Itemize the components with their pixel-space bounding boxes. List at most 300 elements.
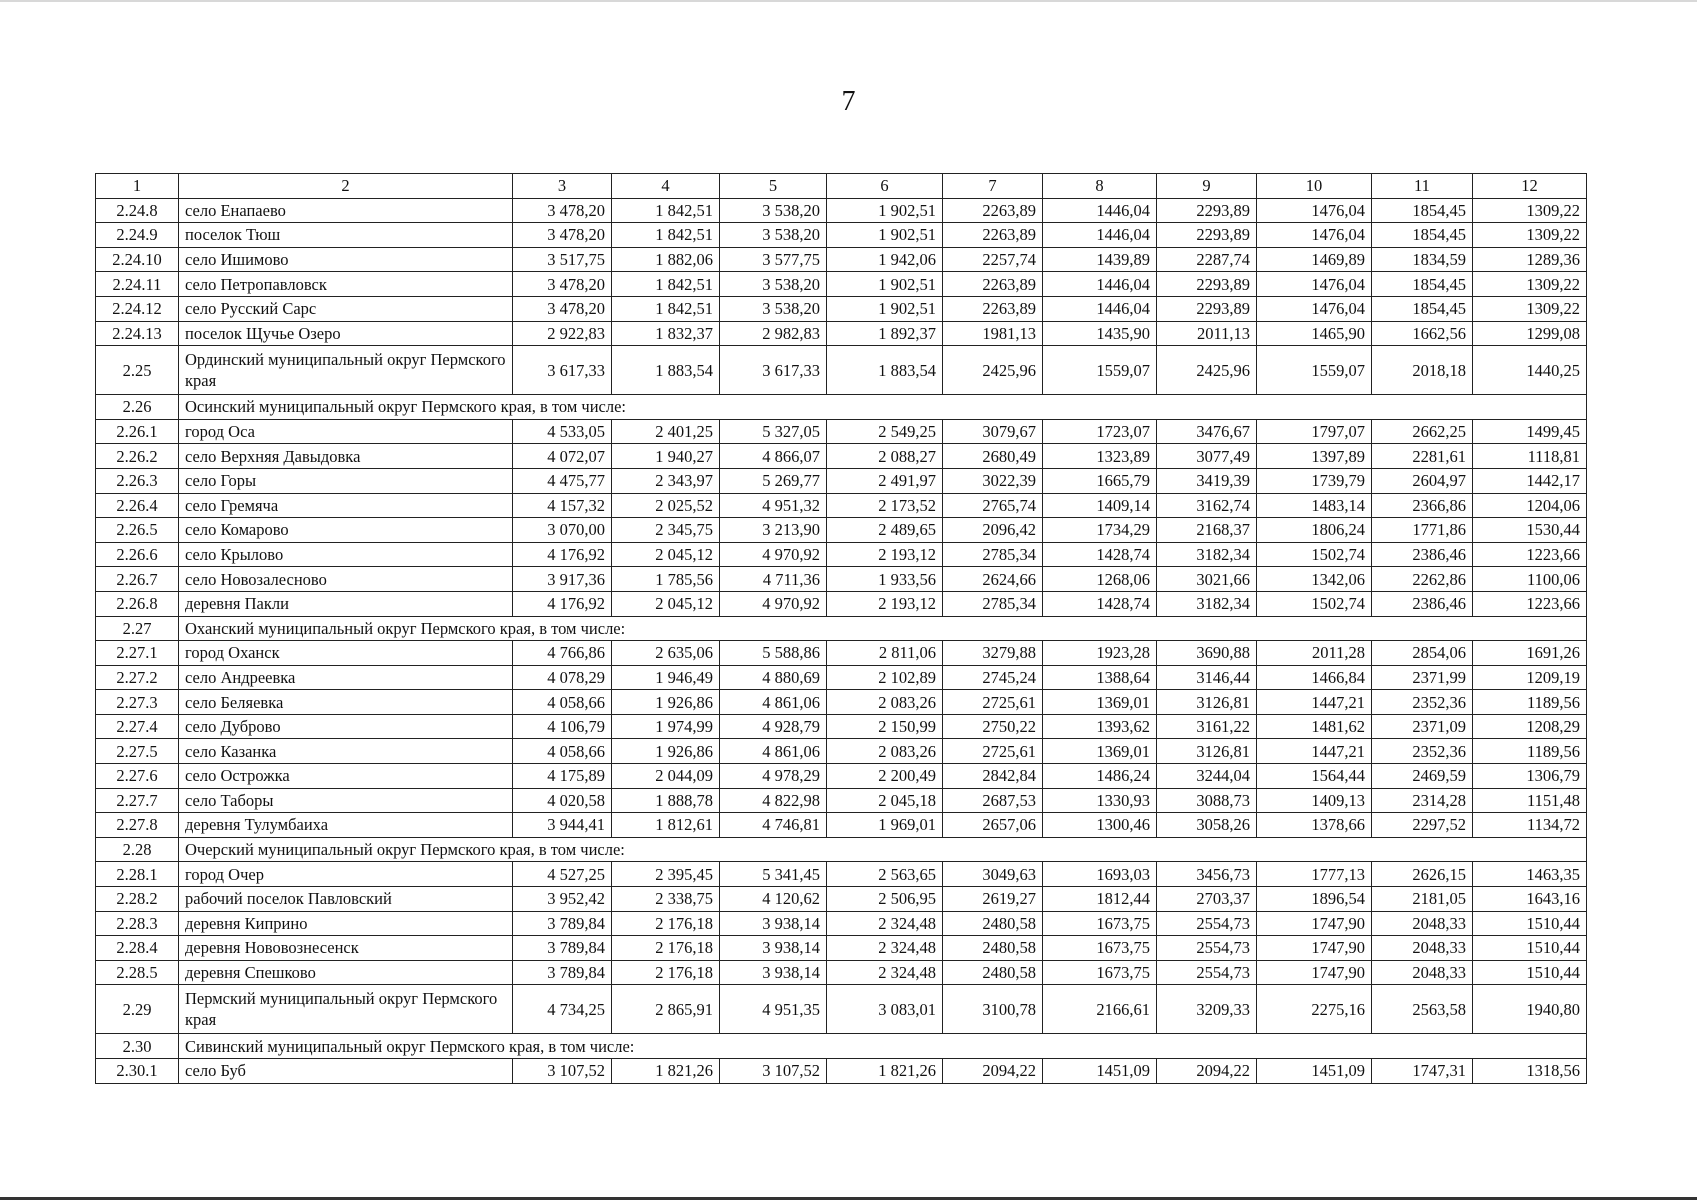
value-col-11: 1854,45 <box>1372 223 1473 248</box>
table-row <box>96 764 1587 789</box>
value-col-6: 2 083,26 <box>827 690 943 715</box>
settlement-name: село Гремяча <box>179 493 513 518</box>
section-title: Сивинский муниципальный округ Пермского края, в том числе: <box>179 1034 1587 1059</box>
row-code: 2.28 <box>96 837 179 862</box>
value-col-6: 2 324,48 <box>827 936 943 961</box>
value-col-8: 1268,06 <box>1043 567 1157 592</box>
value-col-11: 2297,52 <box>1372 813 1473 838</box>
value-col-12: 1442,17 <box>1473 468 1587 493</box>
value-col-6: 2 083,26 <box>827 739 943 764</box>
column-header: 3 <box>513 174 612 199</box>
value-col-5: 5 588,86 <box>720 641 827 666</box>
value-col-11: 2281,61 <box>1372 444 1473 469</box>
table-row <box>96 1059 1587 1084</box>
table-row <box>96 739 1587 764</box>
settlement-name: село Комарово <box>179 518 513 543</box>
value-col-11: 2371,99 <box>1372 665 1473 690</box>
value-col-5: 5 269,77 <box>720 468 827 493</box>
table-body <box>96 174 1587 1084</box>
value-col-3: 3 478,20 <box>513 223 612 248</box>
row-code: 2.26.1 <box>96 419 179 444</box>
value-col-5: 5 327,05 <box>720 419 827 444</box>
value-col-6: 1 821,26 <box>827 1059 943 1084</box>
row-code: 2.27.4 <box>96 714 179 739</box>
settlement-name: село Дуброво <box>179 714 513 739</box>
value-col-5: 4 861,06 <box>720 739 827 764</box>
value-col-7: 2257,74 <box>943 247 1043 272</box>
value-col-7: 2425,96 <box>943 346 1043 395</box>
value-col-8: 1486,24 <box>1043 764 1157 789</box>
value-col-7: 3279,88 <box>943 641 1043 666</box>
value-col-10: 1476,04 <box>1257 296 1372 321</box>
value-col-6: 1 902,51 <box>827 223 943 248</box>
column-header: 8 <box>1043 174 1157 199</box>
value-col-3: 2 922,83 <box>513 321 612 346</box>
value-col-9: 2094,22 <box>1157 1059 1257 1084</box>
value-col-12: 1189,56 <box>1473 739 1587 764</box>
value-col-11: 2262,86 <box>1372 567 1473 592</box>
value-col-10: 1502,74 <box>1257 591 1372 616</box>
value-col-12: 1510,44 <box>1473 911 1587 936</box>
value-col-7: 2745,24 <box>943 665 1043 690</box>
value-col-9: 3146,44 <box>1157 665 1257 690</box>
settlement-name: деревня Пакли <box>179 591 513 616</box>
value-col-6: 1 902,51 <box>827 296 943 321</box>
value-col-6: 1 892,37 <box>827 321 943 346</box>
value-col-3: 3 952,42 <box>513 887 612 912</box>
value-col-3: 3 789,84 <box>513 936 612 961</box>
value-col-12: 1940,80 <box>1473 985 1587 1034</box>
row-code: 2.27.8 <box>96 813 179 838</box>
value-col-3: 3 944,41 <box>513 813 612 838</box>
column-header: 2 <box>179 174 513 199</box>
value-col-4: 2 395,45 <box>612 862 720 887</box>
value-col-10: 1476,04 <box>1257 223 1372 248</box>
value-col-6: 2 489,65 <box>827 518 943 543</box>
value-col-11: 2048,33 <box>1372 960 1473 985</box>
value-col-9: 2287,74 <box>1157 247 1257 272</box>
settlement-name: село Казанка <box>179 739 513 764</box>
value-col-6: 2 811,06 <box>827 641 943 666</box>
section-row <box>96 837 1587 862</box>
value-col-3: 4 020,58 <box>513 788 612 813</box>
value-col-12: 1309,22 <box>1473 272 1587 297</box>
column-header: 9 <box>1157 174 1257 199</box>
value-col-6: 1 969,01 <box>827 813 943 838</box>
value-col-11: 2048,33 <box>1372 936 1473 961</box>
value-col-9: 3126,81 <box>1157 739 1257 764</box>
table-row <box>96 346 1587 395</box>
value-col-9: 3161,22 <box>1157 714 1257 739</box>
row-code: 2.30.1 <box>96 1059 179 1084</box>
tariff-table <box>95 173 1587 1084</box>
table-row <box>96 591 1587 616</box>
value-col-7: 2096,42 <box>943 518 1043 543</box>
value-col-9: 2554,73 <box>1157 960 1257 985</box>
settlement-name: село Горы <box>179 468 513 493</box>
settlement-name: село Енапаево <box>179 198 513 223</box>
value-col-4: 2 044,09 <box>612 764 720 789</box>
value-col-12: 1510,44 <box>1473 960 1587 985</box>
section-title: Оханский муниципальный округ Пермского края, в том числе: <box>179 616 1587 641</box>
value-col-8: 1435,90 <box>1043 321 1157 346</box>
value-col-3: 4 157,32 <box>513 493 612 518</box>
value-col-4: 1 926,86 <box>612 739 720 764</box>
value-col-3: 4 527,25 <box>513 862 612 887</box>
value-col-4: 1 812,61 <box>612 813 720 838</box>
row-code: 2.24.10 <box>96 247 179 272</box>
table-row <box>96 518 1587 543</box>
value-col-11: 2314,28 <box>1372 788 1473 813</box>
value-col-12: 1100,06 <box>1473 567 1587 592</box>
value-col-5: 3 107,52 <box>720 1059 827 1084</box>
value-col-3: 4 176,92 <box>513 542 612 567</box>
value-col-4: 1 842,51 <box>612 296 720 321</box>
value-col-6: 1 933,56 <box>827 567 943 592</box>
settlement-name: деревня Киприно <box>179 911 513 936</box>
value-col-10: 1397,89 <box>1257 444 1372 469</box>
table-row <box>96 567 1587 592</box>
row-code: 2.27.2 <box>96 665 179 690</box>
value-col-5: 3 538,20 <box>720 296 827 321</box>
column-number-row <box>96 174 1587 199</box>
table-row <box>96 272 1587 297</box>
value-col-11: 2181,05 <box>1372 887 1473 912</box>
value-col-3: 4 766,86 <box>513 641 612 666</box>
table-row <box>96 468 1587 493</box>
value-col-3: 3 478,20 <box>513 272 612 297</box>
value-col-10: 1465,90 <box>1257 321 1372 346</box>
value-col-12: 1530,44 <box>1473 518 1587 543</box>
value-col-12: 1309,22 <box>1473 223 1587 248</box>
value-col-12: 1309,22 <box>1473 198 1587 223</box>
value-col-4: 1 842,51 <box>612 272 720 297</box>
row-code: 2.24.13 <box>96 321 179 346</box>
row-code: 2.26.4 <box>96 493 179 518</box>
value-col-8: 1428,74 <box>1043 591 1157 616</box>
value-col-10: 1378,66 <box>1257 813 1372 838</box>
table-row <box>96 542 1587 567</box>
settlement-name: село Буб <box>179 1059 513 1084</box>
value-col-3: 3 478,20 <box>513 198 612 223</box>
value-col-8: 1665,79 <box>1043 468 1157 493</box>
row-code: 2.24.8 <box>96 198 179 223</box>
value-col-4: 2 338,75 <box>612 887 720 912</box>
value-col-4: 1 946,49 <box>612 665 720 690</box>
value-col-5: 4 970,92 <box>720 591 827 616</box>
value-col-10: 1476,04 <box>1257 272 1372 297</box>
value-col-12: 1223,66 <box>1473 542 1587 567</box>
value-col-9: 3456,73 <box>1157 862 1257 887</box>
value-col-7: 3022,39 <box>943 468 1043 493</box>
value-col-11: 2563,58 <box>1372 985 1473 1034</box>
value-col-7: 2619,27 <box>943 887 1043 912</box>
value-col-8: 1409,14 <box>1043 493 1157 518</box>
table-row <box>96 223 1587 248</box>
value-col-7: 2765,74 <box>943 493 1043 518</box>
value-col-6: 2 563,65 <box>827 862 943 887</box>
value-col-11: 2854,06 <box>1372 641 1473 666</box>
value-col-6: 2 102,89 <box>827 665 943 690</box>
settlement-name: село Верхняя Давыдовка <box>179 444 513 469</box>
value-col-3: 3 517,75 <box>513 247 612 272</box>
value-col-5: 4 866,07 <box>720 444 827 469</box>
value-col-7: 2263,89 <box>943 272 1043 297</box>
value-col-5: 4 928,79 <box>720 714 827 739</box>
value-col-10: 1409,13 <box>1257 788 1372 813</box>
settlement-name: село Андреевка <box>179 665 513 690</box>
value-col-5: 4 951,35 <box>720 985 827 1034</box>
value-col-8: 1734,29 <box>1043 518 1157 543</box>
value-col-7: 2725,61 <box>943 690 1043 715</box>
value-col-7: 2480,58 <box>943 911 1043 936</box>
column-header: 11 <box>1372 174 1473 199</box>
value-col-8: 1369,01 <box>1043 690 1157 715</box>
value-col-7: 2750,22 <box>943 714 1043 739</box>
value-col-3: 3 617,33 <box>513 346 612 395</box>
value-col-3: 4 106,79 <box>513 714 612 739</box>
value-col-11: 2662,25 <box>1372 419 1473 444</box>
value-col-11: 2469,59 <box>1372 764 1473 789</box>
settlement-name: село Русский Сарс <box>179 296 513 321</box>
table-row <box>96 690 1587 715</box>
value-col-8: 1673,75 <box>1043 960 1157 985</box>
value-col-4: 2 865,91 <box>612 985 720 1034</box>
value-col-3: 4 072,07 <box>513 444 612 469</box>
value-col-4: 2 176,18 <box>612 911 720 936</box>
section-row <box>96 395 1587 420</box>
value-col-12: 1209,19 <box>1473 665 1587 690</box>
value-col-3: 3 789,84 <box>513 960 612 985</box>
value-col-9: 3182,34 <box>1157 542 1257 567</box>
value-col-11: 2018,18 <box>1372 346 1473 395</box>
value-col-4: 1 974,99 <box>612 714 720 739</box>
row-code: 2.27.6 <box>96 764 179 789</box>
row-code: 2.28.3 <box>96 911 179 936</box>
value-col-6: 1 883,54 <box>827 346 943 395</box>
value-col-8: 1693,03 <box>1043 862 1157 887</box>
settlement-name: поселок Щучье Озеро <box>179 321 513 346</box>
value-col-3: 4 176,92 <box>513 591 612 616</box>
value-col-3: 3 917,36 <box>513 567 612 592</box>
table-row <box>96 714 1587 739</box>
value-col-5: 5 341,45 <box>720 862 827 887</box>
value-col-4: 2 176,18 <box>612 960 720 985</box>
value-col-12: 1134,72 <box>1473 813 1587 838</box>
value-col-8: 1723,07 <box>1043 419 1157 444</box>
row-code: 2.24.12 <box>96 296 179 321</box>
value-col-7: 1981,13 <box>943 321 1043 346</box>
settlement-name: город Оса <box>179 419 513 444</box>
value-col-9: 2554,73 <box>1157 936 1257 961</box>
value-col-9: 3244,04 <box>1157 764 1257 789</box>
value-col-8: 1923,28 <box>1043 641 1157 666</box>
value-col-11: 2371,09 <box>1372 714 1473 739</box>
value-col-5: 4 120,62 <box>720 887 827 912</box>
row-code: 2.26.7 <box>96 567 179 592</box>
value-col-4: 1 842,51 <box>612 198 720 223</box>
value-col-11: 2352,36 <box>1372 690 1473 715</box>
table-row <box>96 985 1587 1034</box>
section-title: Осинский муниципальный округ Пермского края, в том числе: <box>179 395 1587 420</box>
value-col-4: 2 025,52 <box>612 493 720 518</box>
value-col-5: 3 538,20 <box>720 223 827 248</box>
value-col-10: 1739,79 <box>1257 468 1372 493</box>
value-col-3: 3 789,84 <box>513 911 612 936</box>
value-col-8: 1393,62 <box>1043 714 1157 739</box>
value-col-7: 2624,66 <box>943 567 1043 592</box>
value-col-12: 1318,56 <box>1473 1059 1587 1084</box>
value-col-3: 4 175,89 <box>513 764 612 789</box>
value-col-10: 2011,28 <box>1257 641 1372 666</box>
value-col-9: 3058,26 <box>1157 813 1257 838</box>
value-col-10: 1747,90 <box>1257 960 1372 985</box>
value-col-11: 2626,15 <box>1372 862 1473 887</box>
column-header: 4 <box>612 174 720 199</box>
value-col-6: 2 088,27 <box>827 444 943 469</box>
value-col-9: 3209,33 <box>1157 985 1257 1034</box>
value-col-3: 3 478,20 <box>513 296 612 321</box>
table-row <box>96 247 1587 272</box>
value-col-10: 2275,16 <box>1257 985 1372 1034</box>
value-col-7: 2725,61 <box>943 739 1043 764</box>
table-row <box>96 911 1587 936</box>
value-col-11: 1662,56 <box>1372 321 1473 346</box>
value-col-9: 3088,73 <box>1157 788 1257 813</box>
column-header: 7 <box>943 174 1043 199</box>
value-col-3: 4 058,66 <box>513 690 612 715</box>
settlement-name: село Ишимово <box>179 247 513 272</box>
value-col-10: 1342,06 <box>1257 567 1372 592</box>
value-col-6: 3 083,01 <box>827 985 943 1034</box>
value-col-12: 1691,26 <box>1473 641 1587 666</box>
value-col-9: 3077,49 <box>1157 444 1257 469</box>
value-col-7: 2680,49 <box>943 444 1043 469</box>
value-col-3: 4 475,77 <box>513 468 612 493</box>
value-col-5: 3 577,75 <box>720 247 827 272</box>
settlement-name: поселок Тюш <box>179 223 513 248</box>
value-col-7: 2785,34 <box>943 591 1043 616</box>
value-col-8: 1323,89 <box>1043 444 1157 469</box>
value-col-10: 1502,74 <box>1257 542 1372 567</box>
value-col-6: 2 193,12 <box>827 542 943 567</box>
value-col-10: 1559,07 <box>1257 346 1372 395</box>
value-col-6: 2 324,48 <box>827 960 943 985</box>
table-row <box>96 862 1587 887</box>
row-code: 2.27 <box>96 616 179 641</box>
value-col-9: 3126,81 <box>1157 690 1257 715</box>
settlement-name: деревня Спешково <box>179 960 513 985</box>
value-col-10: 1447,21 <box>1257 739 1372 764</box>
value-col-8: 1388,64 <box>1043 665 1157 690</box>
row-code: 2.24.11 <box>96 272 179 297</box>
value-col-11: 1854,45 <box>1372 198 1473 223</box>
value-col-12: 1643,16 <box>1473 887 1587 912</box>
row-code: 2.26.8 <box>96 591 179 616</box>
value-col-3: 3 070,00 <box>513 518 612 543</box>
value-col-12: 1118,81 <box>1473 444 1587 469</box>
value-col-10: 1481,62 <box>1257 714 1372 739</box>
section-row <box>96 1034 1587 1059</box>
value-col-5: 3 538,20 <box>720 198 827 223</box>
value-col-12: 1289,36 <box>1473 247 1587 272</box>
value-col-9: 3690,88 <box>1157 641 1257 666</box>
value-col-7: 3049,63 <box>943 862 1043 887</box>
value-col-9: 2293,89 <box>1157 198 1257 223</box>
value-col-4: 1 785,56 <box>612 567 720 592</box>
value-col-4: 1 883,54 <box>612 346 720 395</box>
value-col-6: 2 491,97 <box>827 468 943 493</box>
row-code: 2.28.5 <box>96 960 179 985</box>
value-col-9: 3021,66 <box>1157 567 1257 592</box>
value-col-4: 1 882,06 <box>612 247 720 272</box>
settlement-name: село Беляевка <box>179 690 513 715</box>
value-col-9: 2425,96 <box>1157 346 1257 395</box>
value-col-5: 2 982,83 <box>720 321 827 346</box>
value-col-7: 2094,22 <box>943 1059 1043 1084</box>
value-col-7: 3079,67 <box>943 419 1043 444</box>
value-col-12: 1306,79 <box>1473 764 1587 789</box>
column-header: 10 <box>1257 174 1372 199</box>
value-col-11: 1854,45 <box>1372 272 1473 297</box>
value-col-4: 1 888,78 <box>612 788 720 813</box>
table-row <box>96 296 1587 321</box>
value-col-8: 1451,09 <box>1043 1059 1157 1084</box>
settlement-name: город Оханск <box>179 641 513 666</box>
settlement-name: город Очер <box>179 862 513 887</box>
value-col-5: 3 938,14 <box>720 936 827 961</box>
value-col-6: 2 506,95 <box>827 887 943 912</box>
value-col-8: 1446,04 <box>1043 272 1157 297</box>
value-col-6: 2 150,99 <box>827 714 943 739</box>
value-col-6: 2 045,18 <box>827 788 943 813</box>
value-col-11: 2048,33 <box>1372 911 1473 936</box>
scan-top-edge <box>0 0 1697 2</box>
value-col-4: 1 940,27 <box>612 444 720 469</box>
value-col-11: 1834,59 <box>1372 247 1473 272</box>
value-col-8: 1673,75 <box>1043 911 1157 936</box>
value-col-10: 1564,44 <box>1257 764 1372 789</box>
table-row <box>96 665 1587 690</box>
settlement-name: село Острожка <box>179 764 513 789</box>
value-col-7: 3100,78 <box>943 985 1043 1034</box>
value-col-11: 2386,46 <box>1372 542 1473 567</box>
value-col-12: 1223,66 <box>1473 591 1587 616</box>
row-code: 2.26.3 <box>96 468 179 493</box>
table-row <box>96 444 1587 469</box>
value-col-8: 1446,04 <box>1043 296 1157 321</box>
value-col-5: 4 880,69 <box>720 665 827 690</box>
value-col-10: 1469,89 <box>1257 247 1372 272</box>
value-col-6: 1 902,51 <box>827 198 943 223</box>
value-col-6: 2 324,48 <box>827 911 943 936</box>
value-col-5: 4 970,92 <box>720 542 827 567</box>
value-col-5: 4 978,29 <box>720 764 827 789</box>
value-col-9: 2168,37 <box>1157 518 1257 543</box>
value-col-10: 1747,90 <box>1257 911 1372 936</box>
value-col-4: 1 842,51 <box>612 223 720 248</box>
value-col-8: 1673,75 <box>1043 936 1157 961</box>
value-col-7: 2687,53 <box>943 788 1043 813</box>
value-col-9: 3419,39 <box>1157 468 1257 493</box>
value-col-4: 1 821,26 <box>612 1059 720 1084</box>
value-col-8: 1300,46 <box>1043 813 1157 838</box>
value-col-7: 2263,89 <box>943 223 1043 248</box>
value-col-4: 2 345,75 <box>612 518 720 543</box>
value-col-12: 1510,44 <box>1473 936 1587 961</box>
row-code: 2.28.1 <box>96 862 179 887</box>
row-code: 2.26.2 <box>96 444 179 469</box>
